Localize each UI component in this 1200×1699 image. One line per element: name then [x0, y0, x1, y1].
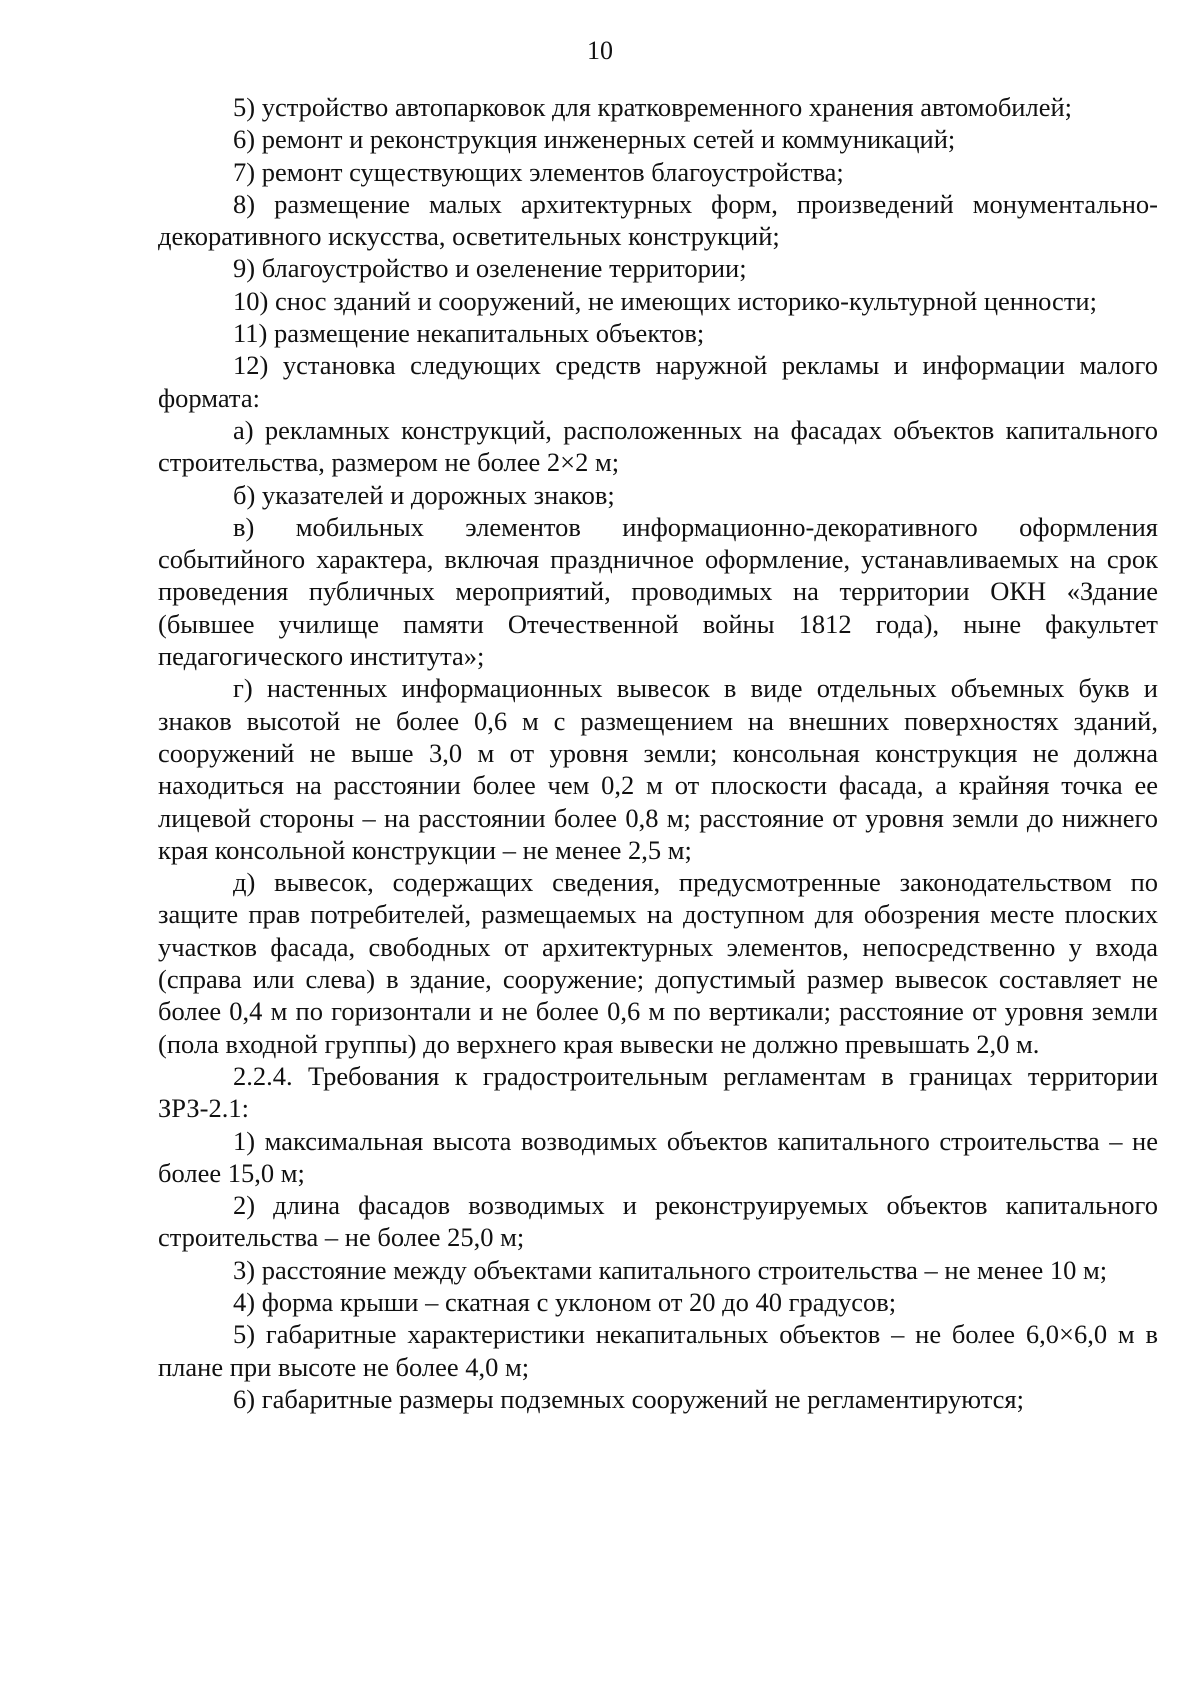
paragraph-item-6-networks: 6) ремонт и реконструкция инженерных сетей и коммуникаций; — [233, 124, 956, 155]
document-body — [158, 91, 1158, 1415]
paragraph-req-2-facade-length: 2) длина фасадов возводимых и реконструируемых объектов капитального строительства – не более 25,0 м; — [158, 1190, 1158, 1253]
page-number: 10 — [587, 36, 613, 65]
section-heading-2-2-4: 2.2.4. Требования к градостроительным регламентам в границах территории ЗРЗ-2.1: — [158, 1060, 1158, 1124]
paragraph-item-12-advertising: 12) установка следующих средств наружной рекламы и информации малого формата: — [158, 350, 1158, 413]
paragraph-item-7-landscaping-repair: 7) ремонт существующих элементов благоустройства; — [233, 156, 844, 187]
paragraph-item-10-demolition: 10) снос зданий и сооружений, не имеющих историко-культурной ценности; — [233, 285, 1097, 316]
paragraph-item-5-parking: 5) устройство автопарковок для кратковременного хранения автомобилей; — [233, 92, 1073, 122]
paragraph-item-11-non-capital: 11) размещение некапитальных объектов; — [233, 318, 705, 349]
paragraph-req-3-distance: 3) расстояние между объектами капитального строительства – не менее 10 м; — [233, 1254, 1108, 1285]
paragraph-req-6-underground: 6) габаритные размеры подземных сооружений не регламентируются; — [233, 1383, 1024, 1414]
paragraph-subitem-d: д) вывесок, содержащих сведения, предусмотренные законодательством по защите прав потребителей, размещаемых на доступном для обозрения месте плоских участков фасада, свободных от архитектурных элементов, непосредственно у входа (справа или слева) в здание, сооружение; допустимый размер вывесок составляет не более 0,4 м по горизонтали и не более 0,6 м по вертикали; расстояние от уровня земли (пола входной группы) до верхнего края вывески не должно превышать 2,0 м. — [158, 867, 1158, 1059]
paragraph-subitem-v: в) мобильных элементов информационно-декоративного оформления событийного характера, включая праздничное оформление, устанавливаемых на срок проведения публичных мероприятий, проводимых на территории ОКН «Здание (бывшее училище памяти Отечественной войны 1812 года), ныне факультет педагогического института»; — [158, 511, 1158, 672]
paragraph-subitem-a: а) рекламных конструкций, расположенных на фасадах объектов капитального строительства, размером не более 2×2 м; — [158, 414, 1158, 478]
paragraph-subitem-g: г) настенных информационных вывесок в виде отдельных объемных букв и знаков высотой не более 0,6 м с размещением на внешних поверхностях зданий, сооружений не выше 3,0 м от уровня земли; консольная конструкция не должна находиться на расстоянии более чем 0,2 м от плоскости фасада, а крайняя точка ее лицевой стороны – на расстоянии более 0,8 м; расстояние от уровня земли до нижнего края консольной конструкции – не менее 2,5 м; — [158, 673, 1158, 865]
paragraph-item-8-small-forms: 8) размещение малых архитектурных форм, произведений монументально-декоративного искусства, осветительных конструкций; — [158, 188, 1158, 252]
paragraph-req-4-roof: 4) форма крыши – скатная с уклоном от 20 до 40 градусов; — [233, 1286, 897, 1317]
paragraph-req-1-height: 1) максимальная высота возводимых объектов капитального строительства – не более 15,0 м; — [158, 1125, 1158, 1188]
paragraph-item-9-greening: 9) благоустройство и озеленение территории; — [233, 253, 747, 284]
paragraph-req-5-dimensions: 5) габаритные характеристики некапитальных объектов – не более 6,0×6,0 м в плане при высоте не более 4,0 м; — [158, 1319, 1158, 1382]
paragraph-subitem-b: б) указателей и дорожных знаков; — [233, 479, 615, 510]
